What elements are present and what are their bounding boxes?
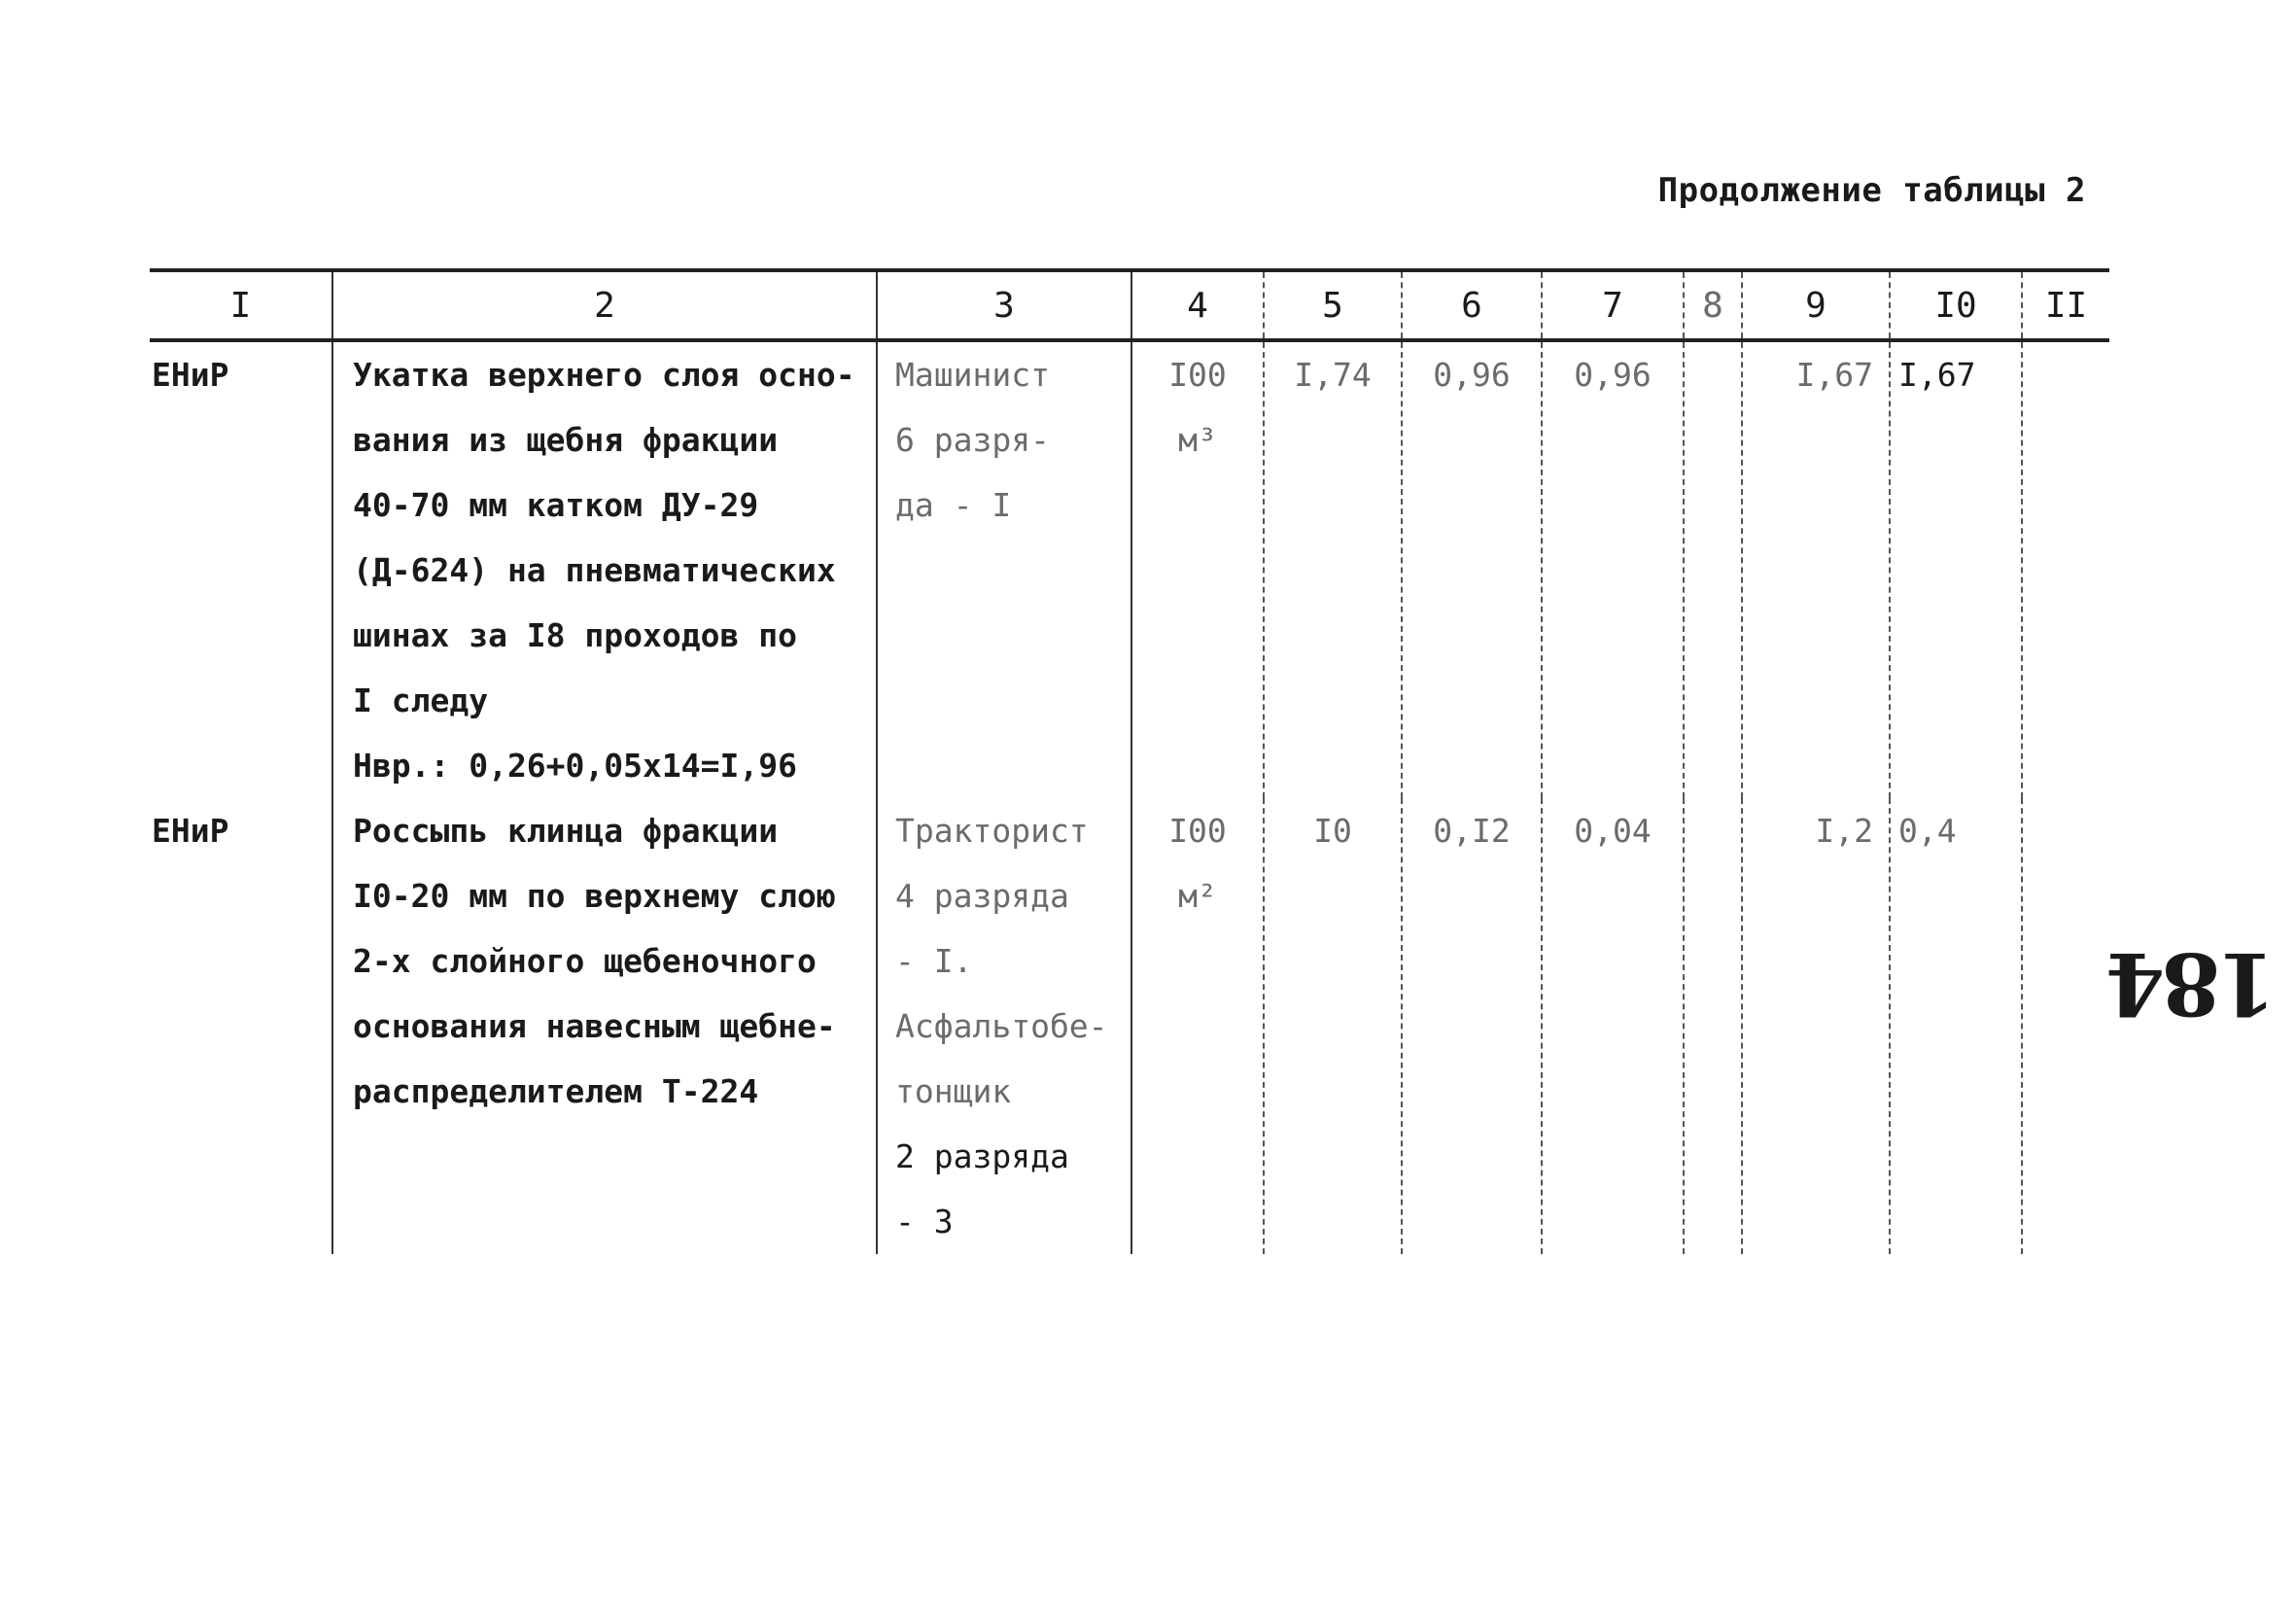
description-cell <box>332 798 877 1254</box>
workers-line: Тракторист <box>895 812 1089 850</box>
description-line: 2-х слойного щебеночного <box>353 942 817 980</box>
unit-cell <box>1131 798 1264 1254</box>
table-caption: Продолжение таблицы 2 <box>1657 171 2086 210</box>
col-7-cell: 0,04 <box>1542 798 1684 1254</box>
table-container <box>150 268 2109 1254</box>
col-9-cell: I,67 <box>1742 340 1890 798</box>
header-col-6: 6 <box>1402 270 1542 340</box>
table-row <box>150 798 2109 1254</box>
description-line: I следу <box>353 682 489 719</box>
header-col-10: I0 <box>1890 270 2022 340</box>
workers-cell <box>877 340 1131 798</box>
col-6-cell: 0,96 <box>1402 340 1542 798</box>
workers-line: Асфальтобе- <box>895 1007 1108 1045</box>
col-8-cell <box>1684 340 1742 798</box>
unit-cell <box>1131 340 1264 798</box>
workers-line: - I. <box>895 942 973 980</box>
header-col-11: II <box>2022 270 2109 340</box>
col-11-cell <box>2022 798 2109 1254</box>
col-7-cell: 0,96 <box>1542 340 1684 798</box>
header-col-7: 7 <box>1542 270 1684 340</box>
col-10-cell: 0,4 <box>1890 798 2022 1254</box>
col-8-cell <box>1684 798 1742 1254</box>
header-col-1: I <box>229 285 252 326</box>
header-col-3: 3 <box>877 270 1131 340</box>
workers-line: Машинист <box>895 356 1050 394</box>
header-col-5: 5 <box>1264 270 1402 340</box>
description-line: I0-20 мм по верхнему слою <box>353 877 836 915</box>
page-number: 184 <box>2109 933 2277 1034</box>
description-line: основания навесным щебне- <box>353 1007 836 1045</box>
table-row <box>150 340 2109 798</box>
workers-line: 4 разряда <box>895 877 1069 915</box>
col-9-cell: I,2 <box>1742 798 1890 1254</box>
unit-measure: м³ <box>1178 421 1217 459</box>
col-5-cell: I0 <box>1264 798 1402 1254</box>
header-row <box>150 270 2109 340</box>
col-5-cell: I,74 <box>1264 340 1402 798</box>
workers-line: - 3 <box>895 1203 954 1241</box>
workers-line: да - I <box>895 486 1012 524</box>
description-cell <box>332 340 877 798</box>
data-table <box>150 268 2109 1254</box>
description-line: вания из щебня фракции <box>353 421 779 459</box>
description-line: Россыпь клинца фракции <box>353 812 779 850</box>
description-line: 40-70 мм катком ДУ-29 <box>353 486 759 524</box>
description-line: распределителем Т-224 <box>353 1072 759 1110</box>
unit-measure: м² <box>1178 877 1217 915</box>
workers-cell <box>877 798 1131 1254</box>
col-11-cell <box>2022 340 2109 798</box>
description-line: шинах за I8 проходов по <box>353 616 797 654</box>
col-10-cell: I,67 <box>1890 340 2022 798</box>
description-line: (Д-624) на пневматических <box>353 551 836 589</box>
header-col-9: 9 <box>1742 270 1890 340</box>
header-col-4: 4 <box>1131 270 1264 340</box>
workers-line: 2 разряда <box>895 1137 1069 1175</box>
header-col-8: 8 <box>1684 270 1742 340</box>
workers-line: тонщик <box>895 1072 1012 1110</box>
norm-code-cell: ЕНиР <box>152 812 229 850</box>
col-6-cell: 0,I2 <box>1402 798 1542 1254</box>
norm-code-cell: ЕНиР <box>152 356 229 394</box>
workers-line: 6 разря- <box>895 421 1050 459</box>
header-col-2: 2 <box>332 270 877 340</box>
unit-value: I00 <box>1168 356 1227 394</box>
description-line: Укатка верхнего слоя осно- <box>353 356 855 394</box>
description-line: Нвр.: 0,26+0,05х14=І,96 <box>353 747 797 785</box>
unit-value: I00 <box>1168 812 1227 850</box>
